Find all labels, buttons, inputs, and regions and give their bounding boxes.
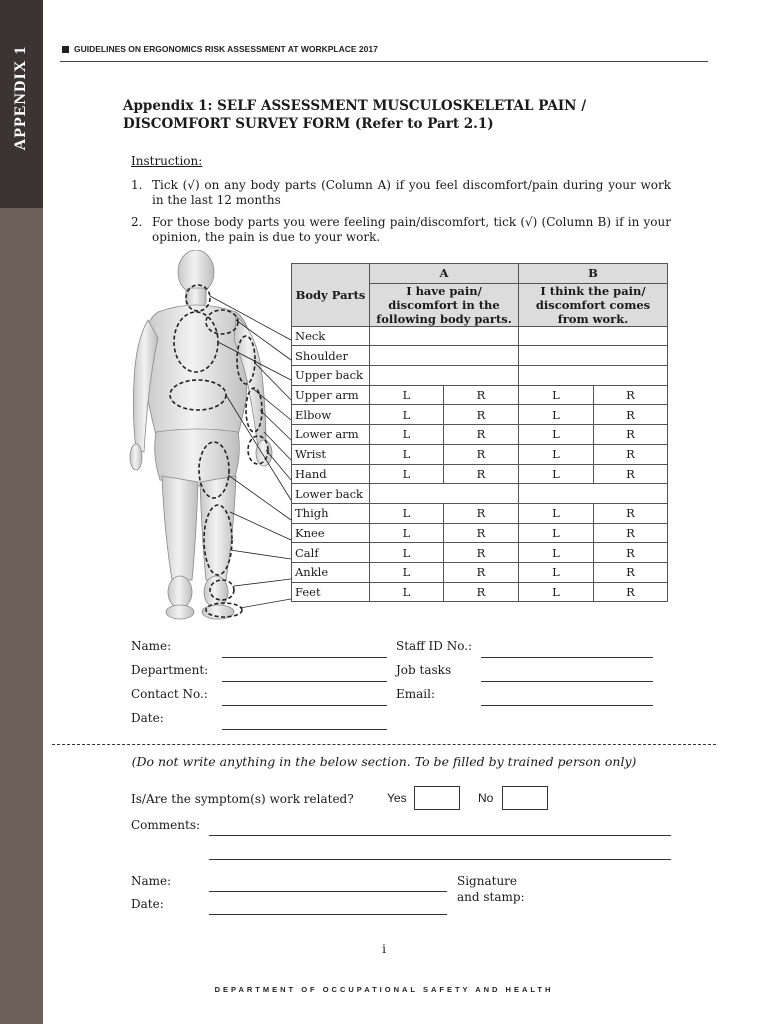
table-row	[292, 582, 668, 602]
column-b-right-cell[interactable]: R	[594, 503, 668, 523]
column-a-left-cell[interactable]: L	[370, 582, 444, 602]
table-row	[292, 523, 668, 543]
column-b-left-cell[interactable]: L	[519, 444, 594, 464]
table-row	[292, 503, 668, 523]
footer-text: DEPARTMENT OF OCCUPATIONAL SAFETY AND HEALTH	[214, 985, 554, 994]
table-row	[292, 366, 668, 386]
column-b-left-cell[interactable]: L	[519, 562, 594, 582]
header-rule	[60, 61, 708, 62]
column-a-description: I have pain/ discomfort in the following body parts.	[370, 283, 519, 326]
appendix-label: APPENDIX 1	[12, 45, 29, 151]
table-row	[292, 385, 668, 405]
page-title	[123, 97, 643, 133]
body-part-name: Shoulder	[292, 346, 370, 366]
body-part-name: Upper arm	[292, 385, 370, 405]
body-part-name: Feet	[292, 582, 370, 602]
column-b-cell[interactable]	[519, 366, 668, 386]
column-b-left-cell[interactable]: L	[519, 464, 594, 484]
yes-label: Yes	[387, 791, 407, 805]
column-a-left-cell[interactable]: L	[370, 503, 444, 523]
column-a-header: A	[370, 264, 519, 284]
column-a-left-cell[interactable]: L	[370, 562, 444, 582]
cut-line-divider	[52, 744, 716, 745]
column-b-left-cell[interactable]: L	[519, 503, 594, 523]
table-row	[292, 326, 668, 346]
comments-label: Comments:	[131, 818, 201, 832]
body-part-name: Upper back	[292, 366, 370, 386]
signature-label: Signature	[457, 874, 518, 888]
column-b-cell[interactable]	[519, 326, 668, 346]
name-label: Name:	[131, 639, 172, 653]
job-tasks-label: Job tasks	[396, 663, 452, 677]
column-b-right-cell[interactable]: R	[594, 425, 668, 445]
column-a-right-cell[interactable]: R	[444, 464, 519, 484]
no-label: No	[478, 791, 494, 805]
table-row	[292, 543, 668, 563]
column-a-cell[interactable]	[370, 326, 519, 346]
column-a-right-cell[interactable]: R	[444, 543, 519, 563]
body-part-name: Ankle	[292, 562, 370, 582]
table-row	[292, 562, 668, 582]
signature-stamp-label	[457, 873, 525, 905]
column-a-right-cell[interactable]: R	[444, 582, 519, 602]
column-b-right-cell[interactable]: R	[594, 444, 668, 464]
contact-label: Contact No.:	[131, 687, 208, 701]
column-b-description: I think the pain/ discomfort comes from work.	[519, 283, 668, 326]
table-row	[292, 484, 668, 504]
column-a-left-cell[interactable]: L	[370, 405, 444, 425]
column-b-right-cell[interactable]: R	[594, 464, 668, 484]
comments-field-line-1[interactable]	[209, 835, 671, 836]
instructions	[131, 154, 671, 252]
column-a-right-cell[interactable]: R	[444, 405, 519, 425]
running-header	[62, 44, 378, 54]
instruction-number: 2.	[131, 215, 143, 229]
column-a-left-cell[interactable]: L	[370, 464, 444, 484]
body-parts-table	[291, 263, 668, 602]
staff-id-field[interactable]	[481, 657, 653, 658]
column-a-right-cell[interactable]: R	[444, 503, 519, 523]
title-line-2: DISCOMFORT SURVEY FORM (Refer to Part 2.1)	[123, 116, 494, 132]
body-part-name: Elbow	[292, 405, 370, 425]
name-field[interactable]	[222, 657, 387, 658]
instruction-text: For those body parts you were feeling pain/discomfort, tick (√) (Column B) if in your opinion, the pain is due to your work.	[152, 215, 671, 244]
title-line-1: Appendix 1: SELF ASSESSMENT MUSCULOSKELETAL PAIN /	[123, 98, 587, 114]
body-parts-header: Body Parts	[292, 264, 370, 327]
official-date-label: Date:	[131, 897, 164, 911]
table-row	[292, 405, 668, 425]
yes-checkbox[interactable]	[414, 786, 460, 810]
table-row	[292, 464, 668, 484]
comments-field-line-2[interactable]	[209, 859, 671, 860]
column-b-right-cell[interactable]: R	[594, 562, 668, 582]
body-part-name: Calf	[292, 543, 370, 563]
column-b-left-cell[interactable]: L	[519, 425, 594, 445]
staff-id-label: Staff ID No.:	[396, 639, 473, 653]
department-field[interactable]	[222, 681, 387, 682]
column-b-left-cell[interactable]: L	[519, 543, 594, 563]
column-a-left-cell[interactable]: L	[370, 385, 444, 405]
column-b-left-cell[interactable]: L	[519, 582, 594, 602]
table-row	[292, 346, 668, 366]
official-name-field[interactable]	[209, 891, 447, 892]
table-row	[292, 425, 668, 445]
column-b-cell[interactable]	[519, 484, 668, 504]
column-a-right-cell[interactable]: R	[444, 444, 519, 464]
body-part-name: Lower arm	[292, 425, 370, 445]
date-label: Date:	[131, 711, 164, 725]
column-a-right-cell[interactable]: R	[444, 385, 519, 405]
column-b-header: B	[519, 264, 668, 284]
column-a-left-cell[interactable]: L	[370, 425, 444, 445]
body-part-name: Thigh	[292, 503, 370, 523]
column-a-left-cell[interactable]: L	[370, 523, 444, 543]
square-bullet-icon	[62, 46, 69, 53]
body-part-name: Neck	[292, 326, 370, 346]
table-row	[292, 444, 668, 464]
contact-field[interactable]	[222, 705, 387, 706]
column-b-right-cell[interactable]: R	[594, 405, 668, 425]
body-part-name: Knee	[292, 523, 370, 543]
column-a-right-cell[interactable]: R	[444, 523, 519, 543]
email-label: Email:	[396, 687, 436, 701]
column-b-cell[interactable]	[519, 346, 668, 366]
column-b-left-cell[interactable]: L	[519, 385, 594, 405]
body-diagram	[118, 250, 298, 622]
column-b-right-cell[interactable]: R	[594, 385, 668, 405]
column-b-left-cell[interactable]: L	[519, 523, 594, 543]
column-b-right-cell[interactable]: R	[594, 582, 668, 602]
body-part-name: Hand	[292, 464, 370, 484]
instruction-number: 1.	[131, 178, 143, 192]
instruction-item	[131, 178, 671, 208]
column-a-right-cell[interactable]: R	[444, 562, 519, 582]
column-a-cell[interactable]	[370, 484, 519, 504]
no-checkbox[interactable]	[502, 786, 548, 810]
column-a-left-cell[interactable]: L	[370, 444, 444, 464]
official-name-label: Name:	[131, 874, 172, 888]
date-field[interactable]	[222, 729, 387, 730]
instruction-heading: Instruction:	[131, 154, 203, 168]
instruction-item	[131, 215, 671, 245]
column-b-right-cell[interactable]: R	[594, 523, 668, 543]
work-related-question: Is/Are the symptom(s) work related?	[131, 792, 354, 806]
email-field[interactable]	[481, 705, 653, 706]
column-b-left-cell[interactable]: L	[519, 405, 594, 425]
column-a-left-cell[interactable]: L	[370, 543, 444, 563]
official-date-field[interactable]	[209, 914, 447, 915]
instruction-text: Tick (√) on any body parts (Column A) if you feel discomfort/pain during your work in the last 12 months	[152, 178, 671, 207]
sidebar-tab	[0, 0, 43, 208]
body-part-name: Lower back	[292, 484, 370, 504]
page-number: i	[382, 942, 386, 956]
department-label: Department:	[131, 663, 209, 677]
stamp-label: and stamp:	[457, 890, 525, 904]
official-use-note: (Do not write anything in the below section. To be filled by trained person only)	[131, 754, 637, 769]
column-b-right-cell[interactable]: R	[594, 543, 668, 563]
column-a-cell[interactable]	[370, 366, 519, 386]
job-tasks-field[interactable]	[481, 681, 653, 682]
body-part-name: Wrist	[292, 444, 370, 464]
column-a-right-cell[interactable]: R	[444, 425, 519, 445]
header-text: GUIDELINES ON ERGONOMICS RISK ASSESSMENT AT WORKPLACE 2017	[74, 44, 378, 54]
column-a-cell[interactable]	[370, 346, 519, 366]
